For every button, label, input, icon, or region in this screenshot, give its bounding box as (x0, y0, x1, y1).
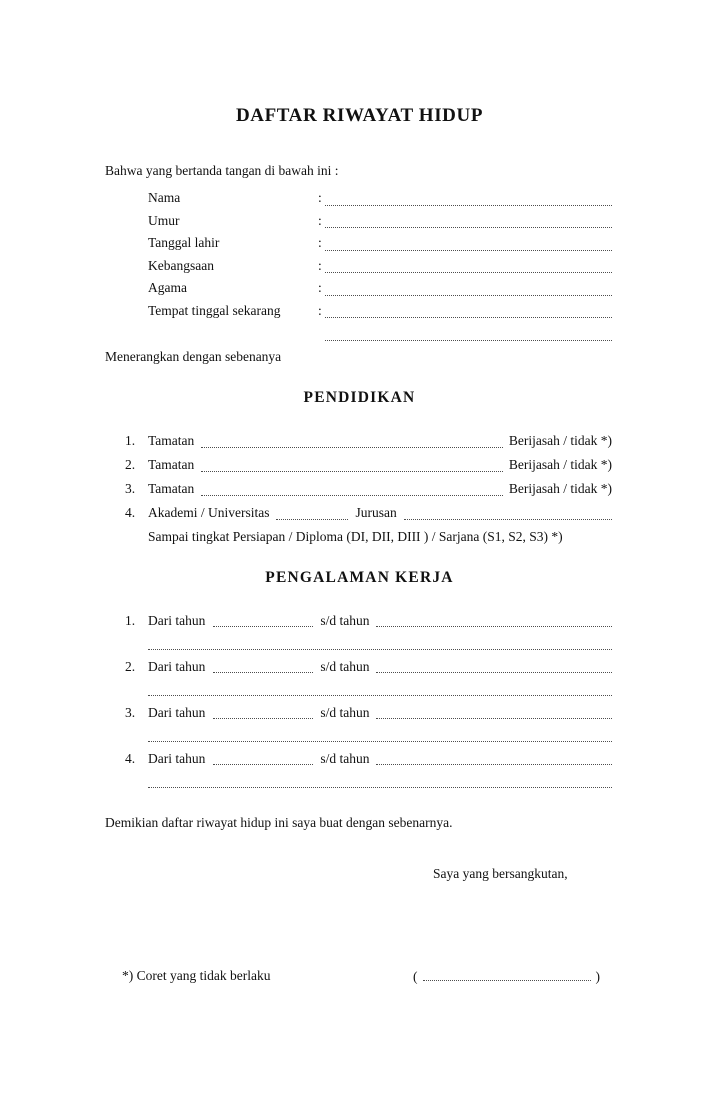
personal-field-row-nama (148, 187, 612, 210)
from-label: Dari tahun (148, 659, 206, 674)
item-number: 3. (125, 481, 136, 496)
work-item-4 (125, 750, 612, 796)
from-year-fill-line (213, 672, 313, 673)
work-heading: PENGALAMAN KERJA (265, 569, 454, 586)
from-label: Dari tahun (148, 751, 206, 766)
from-year-fill-line (213, 626, 313, 627)
work-item-3 (125, 704, 612, 750)
education-heading: PENDIDIKAN (303, 389, 416, 406)
colon: : (318, 302, 322, 318)
personal-field-row-tanggal-lahir (148, 232, 612, 255)
personal-closing-line: Menerangkan dengan sebenanya (105, 349, 282, 364)
paren-close: ) (595, 969, 600, 984)
from-year-fill-line (213, 764, 313, 765)
item-number: 1. (125, 613, 136, 628)
umur-fill-line (325, 227, 612, 228)
item-number: 1. (125, 433, 136, 448)
tamatan-3-fill-line (201, 495, 503, 496)
item-number: 2. (125, 457, 136, 472)
personal-field-row-kebangsaan (148, 255, 612, 278)
kebangsaan-fill-line (325, 272, 612, 273)
work-4-continuation-line (148, 787, 612, 788)
education-item-2 (125, 453, 612, 477)
signature-name-line (413, 968, 600, 985)
work-item-row (125, 612, 612, 629)
jurusan-fill-line (404, 519, 612, 520)
field-label: Agama (148, 280, 187, 295)
item-number: 3. (125, 705, 136, 720)
work-3-continuation-line (148, 741, 612, 742)
tamatan-2-fill-line (201, 471, 503, 472)
work-item-continuation (125, 675, 612, 704)
education-note-line: Sampai tingkat Persiapan / Diploma (DI, DII, DIII ) / Sarjana (S1, S2, S3) *) (148, 529, 563, 544)
work-item-continuation (125, 721, 612, 750)
to-year-fill-line (376, 718, 612, 719)
personal-field-row-agama (148, 277, 612, 300)
education-item-4 (125, 501, 612, 525)
item-label: Tamatan (148, 481, 195, 496)
education-item-1 (125, 429, 612, 453)
page-title: DAFTAR RIWAYAT HIDUP (235, 105, 484, 126)
work-item-continuation (125, 767, 612, 796)
personal-field-row-continuation (148, 322, 612, 345)
work-experience-section (125, 612, 612, 796)
tempat-tinggal-fill-line (325, 317, 612, 318)
work-1-continuation-line (148, 649, 612, 650)
field-label: Tanggal lahir (148, 235, 220, 250)
work-item-row (125, 750, 612, 767)
work-item-row (125, 704, 612, 721)
work-2-continuation-line (148, 695, 612, 696)
field-label: Umur (148, 212, 180, 228)
item-suffix: Berijasah / tidak *) (508, 481, 612, 496)
work-item-1 (125, 612, 612, 658)
colon: : (318, 212, 322, 228)
to-label: s/d tahun (320, 705, 370, 720)
personal-field-row-tempat-tinggal (148, 300, 612, 323)
item-label: Tamatan (148, 457, 195, 472)
tanggal-lahir-fill-line (325, 250, 612, 251)
colon: : (318, 235, 322, 250)
work-item-row (125, 658, 612, 675)
jurusan-label: Jurusan (355, 505, 397, 520)
footnote: *) Coret yang tidak berlaku (122, 968, 271, 983)
to-label: s/d tahun (320, 659, 370, 674)
tempat-tinggal-fill-line-2 (325, 340, 612, 341)
item-suffix: Berijasah / tidak *) (508, 433, 612, 448)
paren-open: ( (413, 969, 418, 984)
colon: : (318, 190, 322, 205)
colon: : (318, 257, 322, 273)
from-label: Dari tahun (148, 705, 206, 720)
work-item-2 (125, 658, 612, 704)
item-label: Akademi / Universitas (148, 505, 270, 520)
akademi-fill-line (276, 519, 348, 520)
item-suffix: Berijasah / tidak *) (508, 457, 612, 472)
to-label: s/d tahun (320, 751, 370, 766)
field-label: Nama (148, 190, 181, 205)
field-label: Tempat tinggal sekarang (148, 302, 281, 318)
personal-data-section (148, 187, 612, 345)
nama-fill-line (325, 205, 612, 206)
intro-line: Bahwa yang bertanda tangan di bawah ini : (105, 163, 339, 178)
education-section (125, 429, 612, 549)
item-number: 2. (125, 659, 136, 674)
from-year-fill-line (213, 718, 313, 719)
item-label: Tamatan (148, 433, 195, 448)
to-year-fill-line (376, 672, 612, 673)
to-year-fill-line (376, 626, 612, 627)
to-label: s/d tahun (320, 613, 370, 628)
field-label: Kebangsaan (148, 257, 214, 273)
to-year-fill-line (376, 764, 612, 765)
agama-fill-line (325, 295, 612, 296)
work-item-continuation (125, 629, 612, 658)
education-item-3 (125, 477, 612, 501)
signature-label: Saya yang bersangkutan, (433, 866, 568, 881)
from-label: Dari tahun (148, 613, 206, 628)
personal-field-row-umur (148, 210, 612, 233)
closing-statement: Demikian daftar riwayat hidup ini saya buat dengan sebenarnya. (105, 815, 453, 830)
item-number: 4. (125, 751, 136, 766)
item-number: 4. (125, 505, 136, 520)
signature-name-fill-line (423, 980, 591, 981)
tamatan-1-fill-line (201, 447, 503, 448)
colon: : (318, 280, 322, 295)
